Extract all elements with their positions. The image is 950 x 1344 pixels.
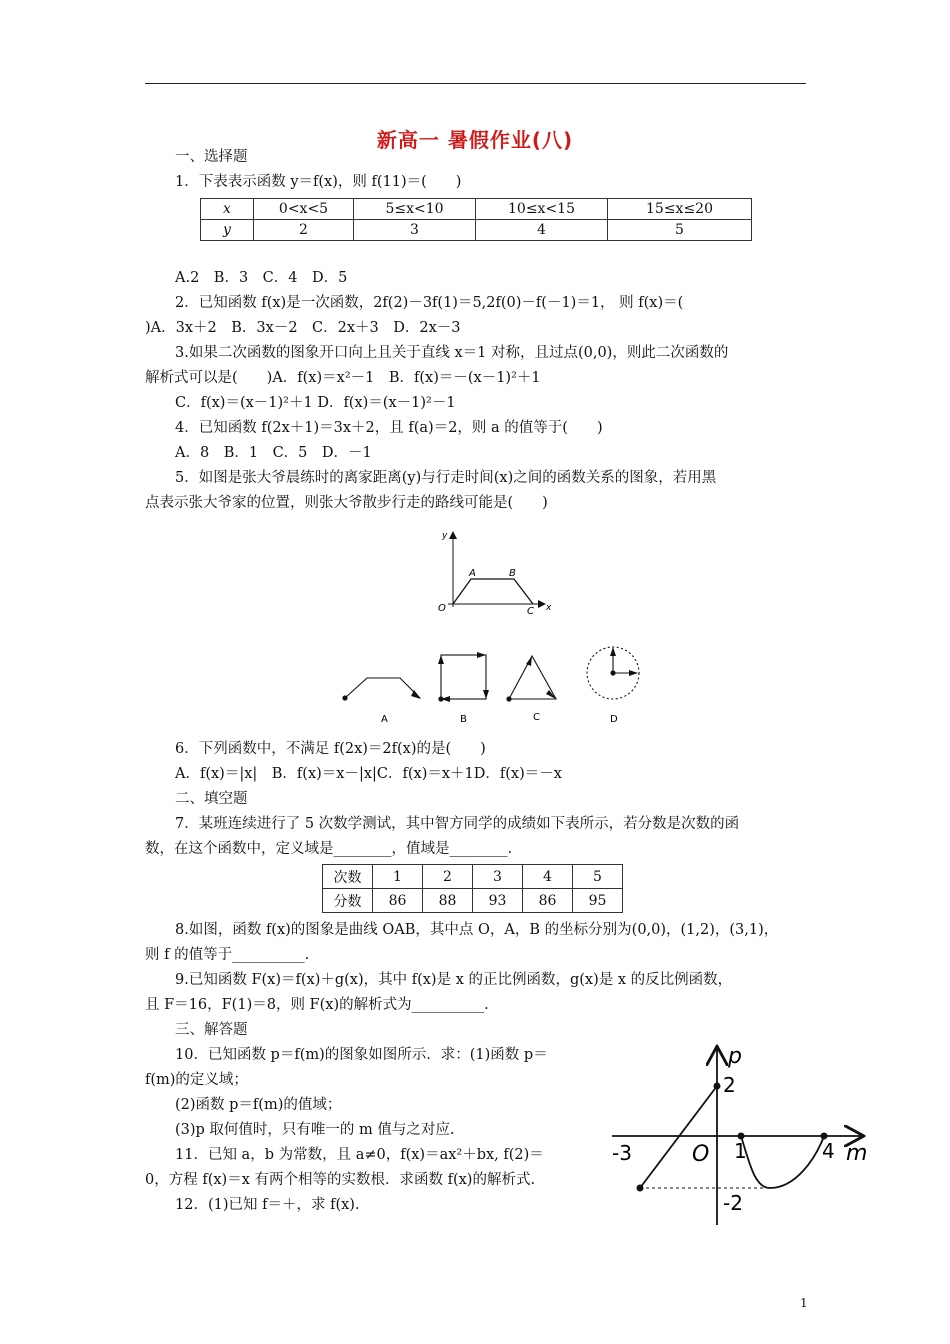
table-cell: y bbox=[201, 220, 254, 241]
question-6-options: A．f(x)＝|x| B．f(x)＝x－|x|C．f(x)＝x＋1D．f(x)＝－x bbox=[175, 766, 562, 782]
table-cell: 2 bbox=[254, 220, 354, 241]
line-segment bbox=[640, 1086, 717, 1188]
point-b-label: B bbox=[509, 568, 516, 579]
question-11-line-1: 11．已知 a，b 为常数，且 a≠0，f(x)＝ax²＋bx, f(2)＝ bbox=[175, 1147, 544, 1163]
tick-label-neg-3: -3 bbox=[612, 1141, 632, 1165]
table-cell: 93 bbox=[473, 889, 523, 913]
question-3-line-2: 解析式可以是( )A．f(x)＝x²－1 B．f(x)＝－(x－1)²＋1 bbox=[145, 370, 541, 386]
question-1-stem: 1．下表表示函数 y＝f(x)，则 f(11)＝( ) bbox=[175, 174, 462, 190]
page-title: 新高一 暑假作业(八) bbox=[376, 128, 574, 152]
question-8-line-2: 则 f 的值等于__________. bbox=[145, 947, 310, 963]
question-7-line-2: 数，在这个函数中，定义域是________，值域是________. bbox=[145, 841, 513, 857]
origin-label: O bbox=[692, 1142, 710, 1167]
section-heading-solve: 三、解答题 bbox=[175, 1022, 248, 1038]
question-5-line-2: 点表示张大爷家的位置，则张大爷散步行走的路线可能是( ) bbox=[145, 495, 548, 511]
table-cell: 4 bbox=[523, 865, 573, 889]
table-cell: 10≤x<15 bbox=[476, 199, 608, 220]
table-cell: x bbox=[201, 199, 254, 220]
question-3-line-1: 3.如果二次函数的图象开口向上且关于直线 x＝1 对称，且过点(0,0)，则此二次函数的 bbox=[175, 345, 729, 361]
question-10-line-3: (2)函数 p＝f(m)的值域； bbox=[175, 1097, 342, 1113]
table-cell: 4 bbox=[476, 220, 608, 241]
table-cell: 2 bbox=[423, 865, 473, 889]
table-cell: 1 bbox=[373, 865, 423, 889]
question-10-line-2: f(m)的定义域； bbox=[145, 1072, 248, 1088]
option-c-label: C bbox=[533, 712, 540, 723]
question-2-line-2: )A．3x＋2 B．3x－2 C．2x＋3 D．2x－3 bbox=[145, 320, 461, 336]
question-7-line-1: 7．某班连续进行了 5 次数学测试，其中智方同学的成绩如下表所示，若分数是次数的函 bbox=[175, 816, 740, 832]
question-5-line-1: 5．如图是张大爷晨练时的离家距离(y)与行走时间(x)之间的函数关系的图象，若用黑 bbox=[175, 470, 717, 486]
tick-label-1: 1 bbox=[734, 1139, 747, 1163]
table-cell: 0<x<5 bbox=[254, 199, 354, 220]
point-a-label: A bbox=[469, 568, 476, 579]
question-9-line-1: 9.已知函数 F(x)＝f(x)＋g(x)，其中 f(x)是 x 的正比例函数，g(x)是 x 的反比例函数， bbox=[175, 972, 733, 988]
table-cell: 5 bbox=[608, 220, 752, 241]
table-cell: 86 bbox=[523, 889, 573, 913]
question-12-line-1: 12．(1)已知 f＝＋，求 f(x). bbox=[175, 1197, 360, 1213]
p-axis-label: p bbox=[728, 1044, 742, 1069]
question-9-line-2: 且 F＝16，F(1)＝8，则 F(x)的解析式为__________. bbox=[145, 997, 489, 1013]
m-axis-label: m bbox=[846, 1141, 868, 1166]
endpoint-top bbox=[714, 1083, 721, 1090]
curve-segment bbox=[741, 1136, 824, 1188]
option-b-label: B bbox=[460, 714, 467, 725]
question-8-line-1: 8.如图，函数 f(x)的图象是曲线 OAB，其中点 O，A，B 的坐标分别为(0,0)，(1,2)，(3,1)， bbox=[175, 922, 779, 938]
y-axis-label: y bbox=[442, 531, 448, 541]
table-cell: 3 bbox=[354, 220, 476, 241]
question-11-line-2: 0，方程 f(x)＝x 有两个相等的实数根．求函数 f(x)的解析式. bbox=[145, 1172, 536, 1188]
table-cell: 5≤x<10 bbox=[354, 199, 476, 220]
point-c-label: C bbox=[527, 606, 534, 617]
section-heading-choice: 一、选择题 bbox=[175, 149, 248, 165]
question-2-line-1: 2．已知函数 f(x)是一次函数，2f(2)－3f(1)＝5,2f(0)－f(－1)＝1， 则 f(x)＝( bbox=[175, 295, 684, 311]
question-4-stem: 4．已知函数 f(2x＋1)＝3x＋2，且 f(a)＝2，则 a 的值等于( ) bbox=[175, 420, 603, 436]
tick-label-2: 2 bbox=[723, 1073, 736, 1097]
question-1-options: A.2 B．3 C．4 D．5 bbox=[175, 270, 348, 286]
question-6-stem: 6．下列函数中，不满足 f(2x)＝2f(x)的是( ) bbox=[175, 741, 486, 757]
question-10-line-4: (3)p 取何值时，只有唯一的 m 值与之对应. bbox=[175, 1122, 455, 1138]
table-cell: 86 bbox=[373, 889, 423, 913]
table-cell: 95 bbox=[573, 889, 623, 913]
table-cell: 分数 bbox=[323, 889, 373, 913]
x-axis-label: x bbox=[546, 603, 552, 613]
origin-label: O bbox=[438, 603, 446, 614]
option-a-label: A bbox=[381, 714, 388, 725]
table-cell: 15≤x≤20 bbox=[608, 199, 752, 220]
question-4-options: A．8 B．1 C．5 D．－1 bbox=[175, 445, 372, 461]
table-cell: 3 bbox=[473, 865, 523, 889]
option-d-label: D bbox=[610, 714, 618, 725]
question-3-line-3: C．f(x)＝(x－1)²＋1 D．f(x)＝(x－1)²－1 bbox=[175, 395, 456, 411]
tick-label-4: 4 bbox=[822, 1139, 835, 1163]
table-cell: 5 bbox=[573, 865, 623, 889]
table-cell: 次数 bbox=[323, 865, 373, 889]
table-cell: 88 bbox=[423, 889, 473, 913]
tick-label-neg-2: -2 bbox=[723, 1191, 743, 1215]
section-heading-fill: 二、填空题 bbox=[175, 791, 248, 807]
page-number: 1 bbox=[800, 1296, 808, 1310]
question-10-line-1: 10．已知函数 p＝f(m)的图象如图所示．求：(1)函数 p＝ bbox=[175, 1047, 548, 1063]
